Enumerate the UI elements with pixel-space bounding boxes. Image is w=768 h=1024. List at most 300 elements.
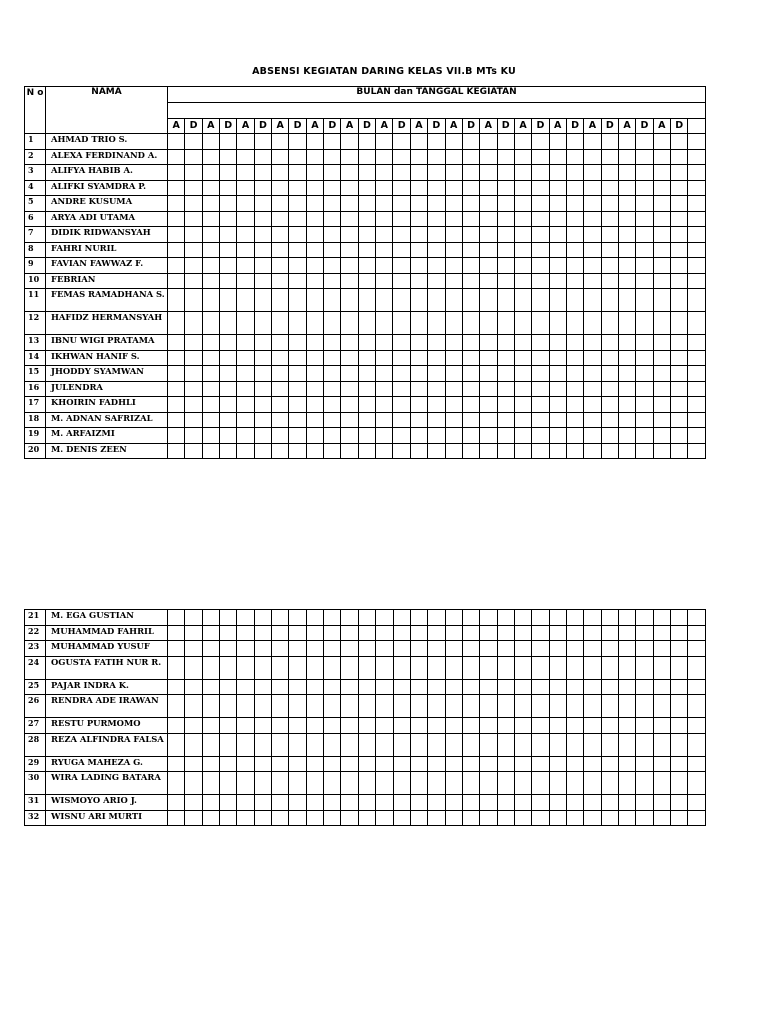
attendance-cell <box>462 679 479 695</box>
attendance-cell <box>202 610 219 626</box>
attendance-cell <box>462 134 479 150</box>
attendance-cell <box>376 679 393 695</box>
attendance-cell <box>220 366 237 382</box>
attendance-cell <box>341 718 358 734</box>
attendance-cell <box>410 625 427 641</box>
attendance-cell <box>168 211 185 227</box>
attendance-cell <box>220 625 237 641</box>
attendance-cell <box>237 149 254 165</box>
attendance-cell <box>220 273 237 289</box>
student-name: IKHWAN HANIF S. <box>46 350 168 366</box>
attendance-cell <box>306 350 323 366</box>
attendance-cell <box>220 756 237 772</box>
attendance-cell <box>584 258 601 274</box>
attendance-cell <box>410 196 427 212</box>
ad-label: A <box>584 119 601 134</box>
attendance-cell <box>254 149 271 165</box>
attendance-cell <box>393 312 410 335</box>
ad-label: A <box>376 119 393 134</box>
attendance-cell <box>653 656 670 679</box>
attendance-cell <box>636 211 653 227</box>
attendance-cell <box>185 733 202 756</box>
attendance-cell <box>671 718 688 734</box>
attendance-cell <box>514 428 531 444</box>
row-number: 15 <box>25 366 46 382</box>
table-row <box>25 679 706 695</box>
attendance-cell <box>462 443 479 459</box>
attendance-cell <box>618 335 635 351</box>
attendance-cell <box>289 679 306 695</box>
attendance-cell <box>410 165 427 181</box>
attendance-cell <box>480 258 497 274</box>
attendance-cell <box>480 443 497 459</box>
row-number: 26 <box>25 695 46 718</box>
table-row <box>25 366 706 382</box>
attendance-cell <box>497 810 514 826</box>
attendance-cell <box>358 134 375 150</box>
attendance-cell <box>393 656 410 679</box>
attendance-cell <box>514 134 531 150</box>
attendance-cell <box>532 641 549 657</box>
attendance-cell <box>393 733 410 756</box>
attendance-cell <box>462 610 479 626</box>
ad-label: A <box>445 119 462 134</box>
attendance-cell <box>254 211 271 227</box>
attendance-cell <box>497 718 514 734</box>
attendance-cell <box>202 134 219 150</box>
attendance-cell <box>497 756 514 772</box>
attendance-cell <box>410 756 427 772</box>
student-name: OGUSTA FATIH NUR R. <box>46 656 168 679</box>
attendance-cell <box>289 211 306 227</box>
attendance-cell <box>618 756 635 772</box>
attendance-cell <box>566 312 583 335</box>
attendance-cell <box>688 149 706 165</box>
attendance-cell <box>324 273 341 289</box>
attendance-cell <box>462 810 479 826</box>
attendance-cell <box>324 335 341 351</box>
attendance-cell <box>254 335 271 351</box>
attendance-cell <box>202 718 219 734</box>
attendance-cell <box>428 695 445 718</box>
attendance-cell <box>410 397 427 413</box>
row-number: 18 <box>25 412 46 428</box>
attendance-cell <box>688 381 706 397</box>
student-name: AHMAD TRIO S. <box>46 134 168 150</box>
attendance-cell <box>670 180 687 196</box>
attendance-cell <box>376 149 393 165</box>
attendance-cell <box>462 381 479 397</box>
attendance-cell <box>480 134 497 150</box>
attendance-cell <box>601 242 618 258</box>
attendance-cell <box>688 795 706 811</box>
attendance-cell <box>480 196 497 212</box>
attendance-cell <box>584 335 601 351</box>
attendance-cell <box>480 610 497 626</box>
ad-label: D <box>220 119 237 134</box>
attendance-cell <box>618 772 635 795</box>
attendance-cell <box>566 756 583 772</box>
attendance-cell <box>254 273 271 289</box>
attendance-cell <box>618 227 635 243</box>
ad-label: D <box>289 119 306 134</box>
row-number: 8 <box>25 242 46 258</box>
attendance-cell <box>480 312 497 335</box>
attendance-cell <box>445 656 462 679</box>
table-row <box>25 733 706 756</box>
attendance-cell <box>549 366 566 382</box>
attendance-cell <box>202 397 219 413</box>
attendance-cell <box>393 412 410 428</box>
attendance-cell <box>670 381 687 397</box>
attendance-cell <box>324 428 341 444</box>
attendance-cell <box>497 381 514 397</box>
attendance-cell <box>237 397 254 413</box>
attendance-cell <box>185 756 202 772</box>
attendance-cell <box>289 610 306 626</box>
attendance-cell <box>514 273 531 289</box>
table-row <box>25 412 706 428</box>
attendance-cell <box>272 258 289 274</box>
attendance-cell <box>168 289 185 312</box>
attendance-cell <box>358 180 375 196</box>
attendance-cell <box>341 165 358 181</box>
attendance-cell <box>237 772 254 795</box>
attendance-cell <box>670 196 687 212</box>
attendance-cell <box>306 656 323 679</box>
attendance-cell <box>670 412 687 428</box>
attendance-cell <box>497 443 514 459</box>
attendance-cell <box>584 312 601 335</box>
attendance-cell <box>636 772 653 795</box>
row-number: 7 <box>25 227 46 243</box>
attendance-cell <box>324 412 341 428</box>
attendance-cell <box>532 312 549 335</box>
attendance-cell <box>688 772 706 795</box>
attendance-cell <box>445 679 462 695</box>
table-row <box>25 196 706 212</box>
attendance-cell <box>688 718 706 734</box>
attendance-cell <box>289 772 306 795</box>
attendance-cell <box>220 772 237 795</box>
attendance-cell <box>376 258 393 274</box>
attendance-cell <box>653 443 670 459</box>
attendance-cell <box>601 641 618 657</box>
attendance-cell <box>393 165 410 181</box>
attendance-cell <box>636 366 653 382</box>
attendance-cell <box>480 412 497 428</box>
attendance-cell <box>566 258 583 274</box>
attendance-cell <box>618 149 635 165</box>
attendance-cell <box>410 428 427 444</box>
attendance-cell <box>532 289 549 312</box>
attendance-cell <box>480 335 497 351</box>
attendance-cell <box>480 366 497 382</box>
attendance-cell <box>688 656 706 679</box>
row-number: 16 <box>25 381 46 397</box>
attendance-cell <box>428 273 445 289</box>
attendance-cell <box>393 180 410 196</box>
attendance-cell <box>306 625 323 641</box>
attendance-cell <box>341 795 358 811</box>
student-name: WISMOYO ARIO J. <box>46 795 168 811</box>
row-number: 22 <box>25 625 46 641</box>
attendance-table-page2 <box>24 609 706 826</box>
attendance-cell <box>254 196 271 212</box>
attendance-cell <box>601 795 618 811</box>
attendance-cell <box>272 428 289 444</box>
student-name: ANDRE KUSUMA <box>46 196 168 212</box>
attendance-cell <box>653 366 670 382</box>
attendance-cell <box>566 695 583 718</box>
attendance-cell <box>532 656 549 679</box>
attendance-cell <box>618 428 635 444</box>
attendance-cell <box>341 149 358 165</box>
attendance-cell <box>566 679 583 695</box>
attendance-cell <box>566 381 583 397</box>
attendance-cell <box>462 165 479 181</box>
attendance-cell <box>410 412 427 428</box>
attendance-cell <box>428 610 445 626</box>
attendance-cell <box>202 180 219 196</box>
attendance-cell <box>514 165 531 181</box>
attendance-cell <box>358 412 375 428</box>
row-number: 10 <box>25 273 46 289</box>
attendance-cell <box>202 242 219 258</box>
attendance-cell <box>566 656 583 679</box>
attendance-cell <box>514 289 531 312</box>
attendance-cell <box>341 312 358 335</box>
attendance-cell <box>168 756 185 772</box>
attendance-cell <box>376 772 393 795</box>
attendance-cell <box>601 733 618 756</box>
attendance-cell <box>289 656 306 679</box>
attendance-cell <box>566 641 583 657</box>
attendance-cell <box>636 289 653 312</box>
ad-label: A <box>341 119 358 134</box>
student-name: DIDIK RIDWANSYAH <box>46 227 168 243</box>
attendance-cell <box>410 211 427 227</box>
attendance-cell <box>185 656 202 679</box>
attendance-cell <box>653 795 670 811</box>
attendance-cell <box>549 180 566 196</box>
attendance-cell <box>324 289 341 312</box>
attendance-cell <box>514 679 531 695</box>
attendance-cell <box>497 350 514 366</box>
ad-label: A <box>514 119 531 134</box>
attendance-cell <box>514 443 531 459</box>
attendance-cell <box>237 381 254 397</box>
attendance-cell <box>462 312 479 335</box>
ad-label: D <box>497 119 514 134</box>
attendance-cell <box>358 718 375 734</box>
attendance-cell <box>393 625 410 641</box>
attendance-cell <box>341 679 358 695</box>
attendance-cell <box>237 641 254 657</box>
attendance-cell <box>445 718 462 734</box>
attendance-cell <box>601 312 618 335</box>
attendance-cell <box>237 695 254 718</box>
attendance-cell <box>168 610 185 626</box>
attendance-cell <box>289 428 306 444</box>
attendance-cell <box>688 412 706 428</box>
attendance-cell <box>601 149 618 165</box>
attendance-cell <box>220 335 237 351</box>
attendance-cell <box>306 443 323 459</box>
attendance-cell <box>202 810 219 826</box>
student-name: RYUGA MAHEZA G. <box>46 756 168 772</box>
attendance-cell <box>410 679 427 695</box>
attendance-cell <box>566 397 583 413</box>
attendance-cell <box>514 695 531 718</box>
attendance-cell <box>671 795 688 811</box>
attendance-cell <box>428 350 445 366</box>
attendance-cell <box>341 443 358 459</box>
attendance-cell <box>566 412 583 428</box>
attendance-cell <box>185 679 202 695</box>
attendance-cell <box>532 180 549 196</box>
attendance-cell <box>688 196 706 212</box>
attendance-cell <box>688 165 706 181</box>
attendance-cell <box>202 695 219 718</box>
attendance-cell <box>289 350 306 366</box>
row-number: 31 <box>25 795 46 811</box>
attendance-cell <box>670 335 687 351</box>
attendance-cell <box>636 733 653 756</box>
row-number: 20 <box>25 443 46 459</box>
attendance-cell <box>497 258 514 274</box>
attendance-cell <box>272 350 289 366</box>
attendance-cell <box>532 810 549 826</box>
attendance-cell <box>462 733 479 756</box>
attendance-cell <box>202 625 219 641</box>
attendance-cell <box>393 227 410 243</box>
attendance-cell <box>393 273 410 289</box>
attendance-cell <box>306 412 323 428</box>
attendance-cell <box>306 242 323 258</box>
attendance-cell <box>410 134 427 150</box>
attendance-cell <box>393 350 410 366</box>
attendance-cell <box>376 795 393 811</box>
attendance-cell <box>410 273 427 289</box>
attendance-cell <box>688 695 706 718</box>
attendance-cell <box>341 196 358 212</box>
student-name: MUHAMMAD FAHRIL <box>46 625 168 641</box>
attendance-cell <box>462 412 479 428</box>
attendance-cell <box>185 211 202 227</box>
attendance-cell <box>670 149 687 165</box>
attendance-cell <box>220 258 237 274</box>
attendance-cell <box>549 381 566 397</box>
attendance-cell <box>445 397 462 413</box>
attendance-cell <box>393 196 410 212</box>
attendance-cell <box>393 335 410 351</box>
attendance-cell <box>220 227 237 243</box>
attendance-cell <box>532 718 549 734</box>
attendance-cell <box>445 412 462 428</box>
attendance-cell <box>324 180 341 196</box>
attendance-cell <box>497 134 514 150</box>
attendance-table-page1 <box>24 86 706 459</box>
attendance-cell <box>497 679 514 695</box>
attendance-cell <box>237 134 254 150</box>
attendance-cell <box>289 412 306 428</box>
attendance-cell <box>237 350 254 366</box>
attendance-cell <box>549 810 566 826</box>
attendance-cell <box>566 335 583 351</box>
table-row <box>25 134 706 150</box>
attendance-cell <box>514 656 531 679</box>
attendance-cell <box>220 718 237 734</box>
attendance-cell <box>428 211 445 227</box>
attendance-cell <box>237 412 254 428</box>
attendance-cell <box>306 428 323 444</box>
attendance-cell <box>688 312 706 335</box>
attendance-cell <box>289 149 306 165</box>
attendance-cell <box>289 366 306 382</box>
attendance-cell <box>254 289 271 312</box>
attendance-cell <box>324 350 341 366</box>
attendance-cell <box>220 810 237 826</box>
attendance-cell <box>480 695 497 718</box>
attendance-cell <box>566 149 583 165</box>
row-number: 13 <box>25 335 46 351</box>
attendance-cell <box>688 350 706 366</box>
attendance-cell <box>532 242 549 258</box>
attendance-cell <box>376 610 393 626</box>
attendance-cell <box>376 412 393 428</box>
attendance-cell <box>601 134 618 150</box>
student-name: FAVIAN FAWWAZ F. <box>46 258 168 274</box>
attendance-cell <box>549 733 566 756</box>
table-row <box>25 810 706 826</box>
attendance-cell <box>636 196 653 212</box>
attendance-cell <box>358 242 375 258</box>
attendance-cell <box>428 289 445 312</box>
student-name: JULENDRA <box>46 381 168 397</box>
attendance-cell <box>671 756 688 772</box>
attendance-cell <box>254 165 271 181</box>
attendance-cell <box>584 134 601 150</box>
attendance-cell <box>670 443 687 459</box>
attendance-cell <box>393 149 410 165</box>
attendance-cell <box>185 350 202 366</box>
attendance-cell <box>168 625 185 641</box>
attendance-cell <box>636 610 653 626</box>
attendance-cell <box>341 412 358 428</box>
attendance-cell <box>341 289 358 312</box>
attendance-cell <box>636 718 653 734</box>
attendance-cell <box>462 258 479 274</box>
attendance-cell <box>168 149 185 165</box>
attendance-cell <box>324 795 341 811</box>
attendance-cell <box>358 610 375 626</box>
attendance-cell <box>532 412 549 428</box>
attendance-cell <box>549 443 566 459</box>
attendance-cell <box>376 695 393 718</box>
attendance-cell <box>480 795 497 811</box>
attendance-cell <box>254 443 271 459</box>
ad-label: A <box>410 119 427 134</box>
student-name: RENDRA ADE IRAWAN <box>46 695 168 718</box>
row-number: 23 <box>25 641 46 657</box>
attendance-cell <box>185 443 202 459</box>
attendance-cell <box>185 335 202 351</box>
attendance-cell <box>601 180 618 196</box>
ad-label: A <box>168 119 185 134</box>
attendance-cell <box>272 679 289 695</box>
attendance-cell <box>272 211 289 227</box>
